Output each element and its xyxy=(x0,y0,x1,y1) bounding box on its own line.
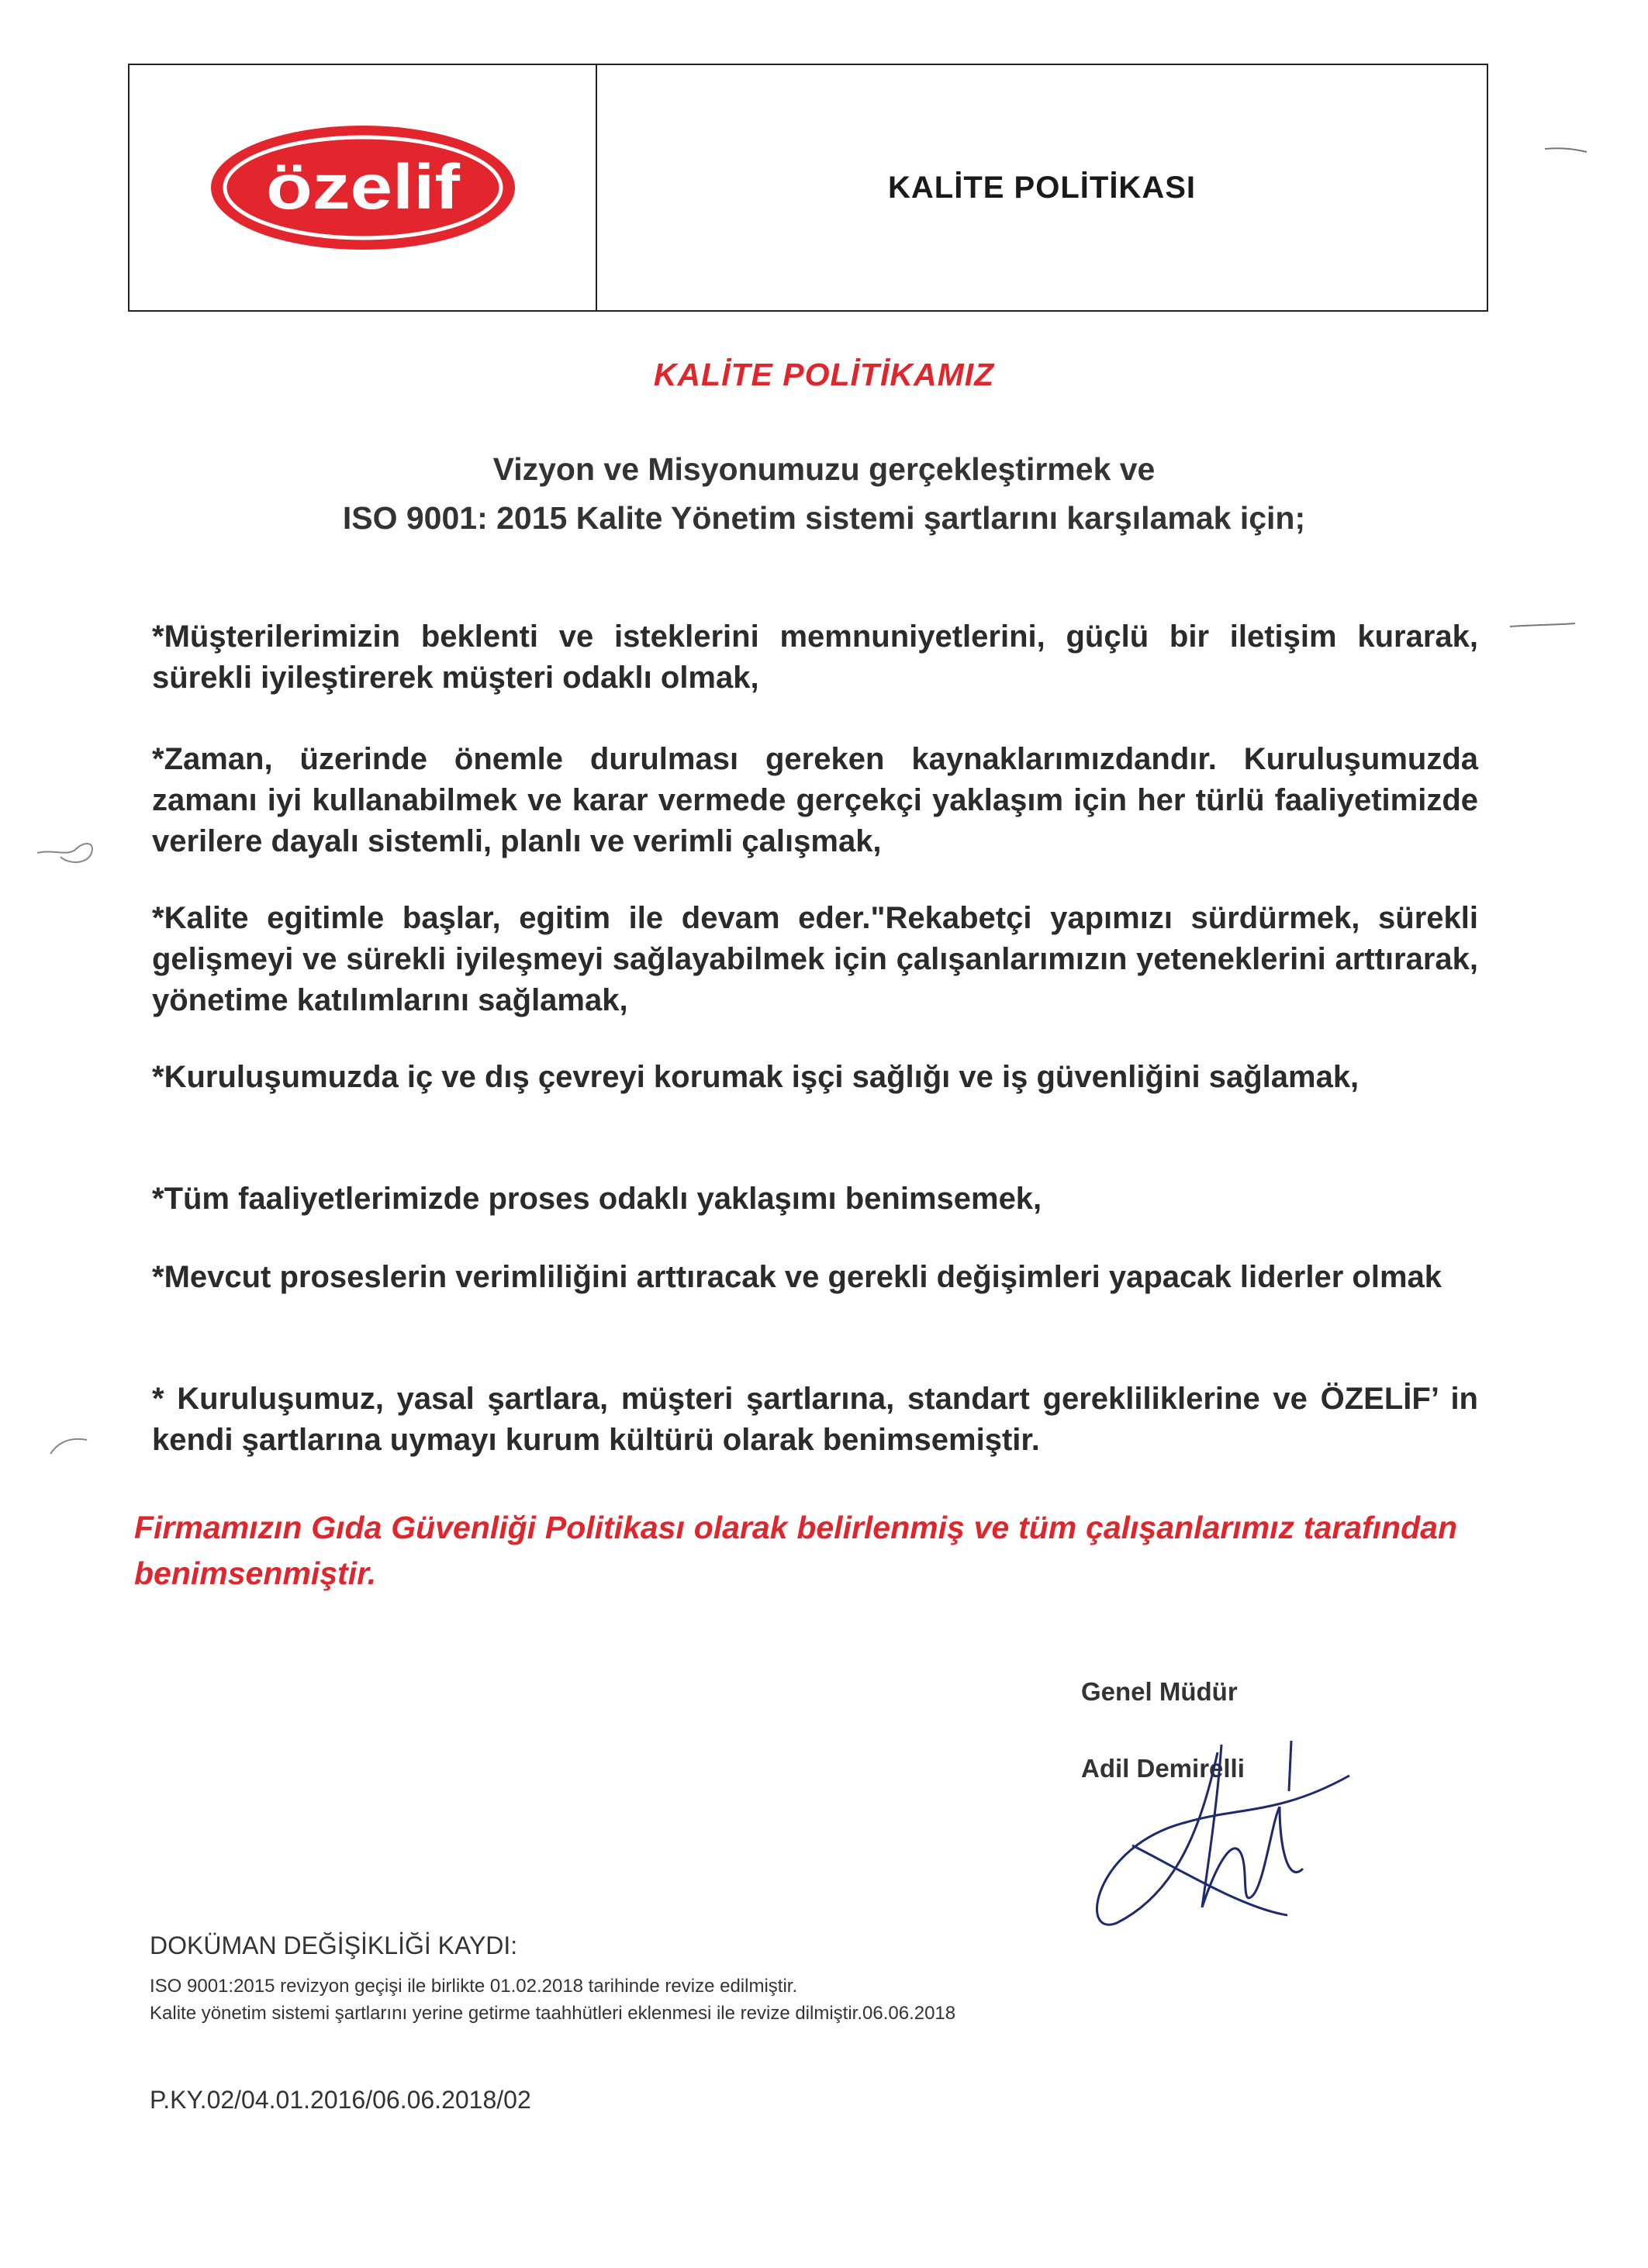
food-safety-statement: Firmamızın Gıda Güvenliği Politikası olarak belirlenmiş ve tüm çalışanlarımız tarafından benimsenmiştir. xyxy=(134,1510,1457,1591)
signatory-name: Adil Demirelli xyxy=(1081,1754,1245,1783)
policy-heading: KALİTE POLİTİKAMIZ xyxy=(653,357,995,392)
handwritten-signature xyxy=(1086,1729,1365,1962)
policy-item-5: *Tüm faaliyetlerimizde proses odaklı yaklaşımı benimsemek, xyxy=(152,1182,1042,1216)
signatory-role: Genel Müdür xyxy=(1081,1677,1238,1706)
policy-item-7: * Kuruluşumuz, yasal şartlara, müşteri şartlarına, standart gerekliliklerine ve ÖZELİF’ in kendi şartlarına uymayı kurum kültürü olarak benimsemiştir. xyxy=(152,1382,1478,1457)
policy-item-3: *Kalite egitimle başlar, egitim ile devam eder."Rekabetçi yapımızı sürdürmek, sürekli gelişmeyi ve sürekli iyileşmeyi sağlayabilmek için çalışanlarımızın yeteneklerini arttırarak, yönetime katılımlarını sağlamak, xyxy=(152,901,1478,1017)
scan-mark xyxy=(29,826,99,872)
revision-record-title: DOKÜMAN DEĞİŞİKLİĞİ KAYDI: xyxy=(150,1931,518,1959)
title-cell xyxy=(597,65,1487,310)
revision-entry-1: ISO 9001:2015 revizyon geçişi ile birlikte 01.02.2018 tarihinde revize edilmiştir. xyxy=(150,1976,798,1997)
scan-mark xyxy=(1543,140,1590,155)
logo-cell xyxy=(130,65,597,310)
company-logo xyxy=(208,122,518,254)
revision-entry-2: Kalite yönetim sistemi şartlarını yerine getirme taahhütleri eklenmesi ile revize dilmiştir.06.06.2018 xyxy=(150,2003,956,2024)
document-header xyxy=(128,64,1488,312)
intro-line-1: Vizyon ve Misyonumuzu gerçekleştirmek ve xyxy=(492,451,1156,487)
intro-line-2: ISO 9001: 2015 Kalite Yönetim sistemi şartlarını karşılamak için; xyxy=(342,500,1306,536)
intro xyxy=(0,445,1648,543)
logo-text: özelif xyxy=(265,152,461,223)
scan-mark xyxy=(1508,620,1578,632)
policy-item-4: *Kuruluşumuzda iç ve dış çevreyi korumak işçi sağlığı ve iş güvenliğini sağlamak, xyxy=(152,1060,1360,1094)
policy-item-1: *Müşterilerimizin beklenti ve isteklerini memnuniyetlerini, güçlü bir iletişim kurarak, sürekli iyileştirerek müşteri odaklı olmak, xyxy=(152,620,1478,695)
scan-mark xyxy=(47,1431,93,1462)
policy-item-6: *Mevcut proseslerin verimliliğini arttıracak ve gerekli değişimleri yapacak liderler olmak xyxy=(152,1260,1442,1294)
document-code: P.KY.02/04.01.2016/06.06.2018/02 xyxy=(150,2086,531,2114)
policy-item-2: *Zaman, üzerinde önemle durulması gereken kaynaklarımızdandır. Kuruluşumuzda zamanı iyi kullanabilmek ve karar vermede gerçekçi yaklaşım için her türlü faaliyetimizde verilere dayalı sistemli, planlı ve verimli çalışmak, xyxy=(152,742,1478,858)
document-title: KALİTE POLİTİKASI xyxy=(888,170,1196,205)
